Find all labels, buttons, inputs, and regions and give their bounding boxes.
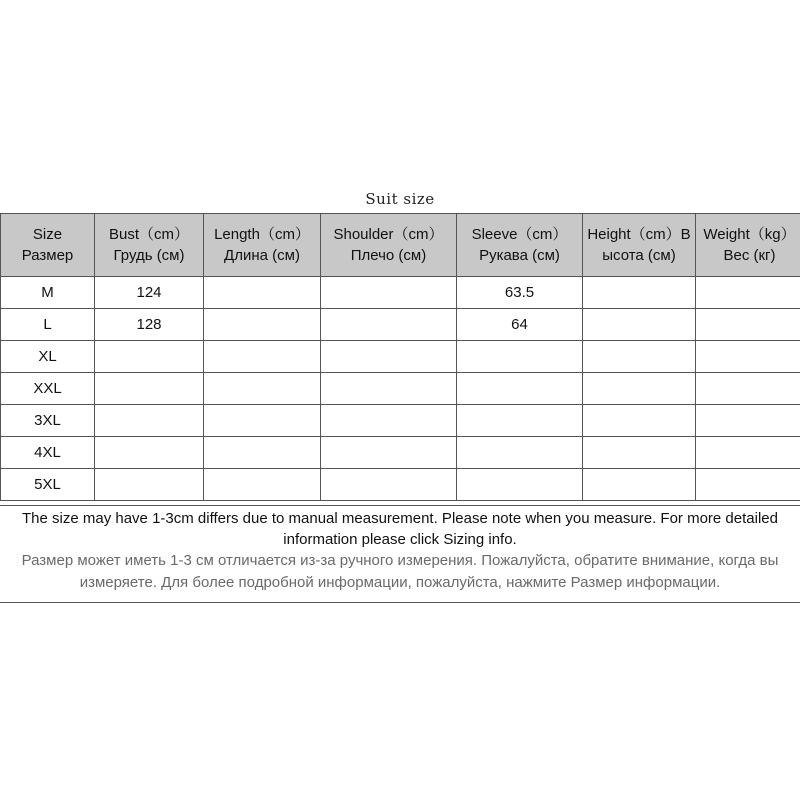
measurement-cell [583, 341, 696, 373]
table-row [1, 405, 800, 437]
header-sleeve: Sleeve（cm） Рукава (см) [457, 214, 583, 277]
measurement-cell [696, 437, 800, 469]
measurement-cell [583, 437, 696, 469]
size-cell: 5XL [1, 469, 95, 501]
note-english: The size may have 1-3cm differs due to manual measurement. Please note when you measure. For more detailed information please click Sizing info. [22, 510, 778, 548]
size-cell: M [1, 277, 95, 309]
measurement-cell [457, 469, 583, 501]
measurement-cell [583, 405, 696, 437]
header-height: Height（cm）В ысота (см) [583, 214, 696, 277]
measurement-cell [457, 373, 583, 405]
measurement-cell [204, 309, 321, 341]
size-cell: 3XL [1, 405, 95, 437]
measurement-cell [321, 309, 457, 341]
table-row [1, 277, 800, 309]
size-cell: 4XL [1, 437, 95, 469]
measurement-cell [95, 405, 204, 437]
measurement-cell [204, 277, 321, 309]
size-table [0, 213, 800, 501]
measurement-cell [696, 341, 800, 373]
measurement-cell [583, 309, 696, 341]
table-row [1, 373, 800, 405]
measurement-cell [95, 373, 204, 405]
table-row [1, 437, 800, 469]
size-cell: L [1, 309, 95, 341]
note-russian: Размер может иметь 1-3 см отличается из-за ручного измерения. Пожалуйста, обратите внимание, когда вы измеряете. Для более подробной информации, пожалуйста, нажмите Размер информации. [21, 552, 779, 591]
measurement-cell [583, 277, 696, 309]
measurement-cell [321, 373, 457, 405]
measurement-cell [583, 469, 696, 501]
measurement-cell [583, 373, 696, 405]
measurement-cell [457, 341, 583, 373]
measurement-cell: 64 [457, 309, 583, 341]
measurement-cell [95, 437, 204, 469]
chart-title: Suit size [365, 190, 435, 208]
measurement-cell: 128 [95, 309, 204, 341]
table-row [1, 341, 800, 373]
measurement-cell [321, 277, 457, 309]
measurement-cell [457, 405, 583, 437]
measurement-cell: 124 [95, 277, 204, 309]
measurement-cell [696, 469, 800, 501]
table-header-row [1, 214, 800, 277]
table-row [1, 309, 800, 341]
header-size: Size Размер [1, 214, 95, 277]
measurement-cell [696, 277, 800, 309]
measurement-note [0, 505, 800, 603]
header-bust: Bust（cm） Грудь (см) [95, 214, 204, 277]
measurement-cell [95, 341, 204, 373]
header-length: Length（cm） Длина (см) [204, 214, 321, 277]
header-weight: Weight（kg） Вес (кг) [696, 214, 800, 277]
measurement-cell [204, 373, 321, 405]
measurement-cell [696, 373, 800, 405]
measurement-cell [204, 437, 321, 469]
size-cell: XL [1, 341, 95, 373]
measurement-cell [204, 469, 321, 501]
measurement-cell [321, 437, 457, 469]
measurement-cell [204, 341, 321, 373]
measurement-cell [696, 405, 800, 437]
measurement-cell [321, 469, 457, 501]
measurement-cell [696, 309, 800, 341]
measurement-cell [95, 469, 204, 501]
header-shoulder: Shoulder（cm） Плечо (см) [321, 214, 457, 277]
measurement-cell [204, 405, 321, 437]
table-row [1, 469, 800, 501]
measurement-cell [321, 405, 457, 437]
measurement-cell: 63.5 [457, 277, 583, 309]
size-cell: XXL [1, 373, 95, 405]
measurement-cell [321, 341, 457, 373]
measurement-cell [457, 437, 583, 469]
table-body [1, 277, 800, 501]
